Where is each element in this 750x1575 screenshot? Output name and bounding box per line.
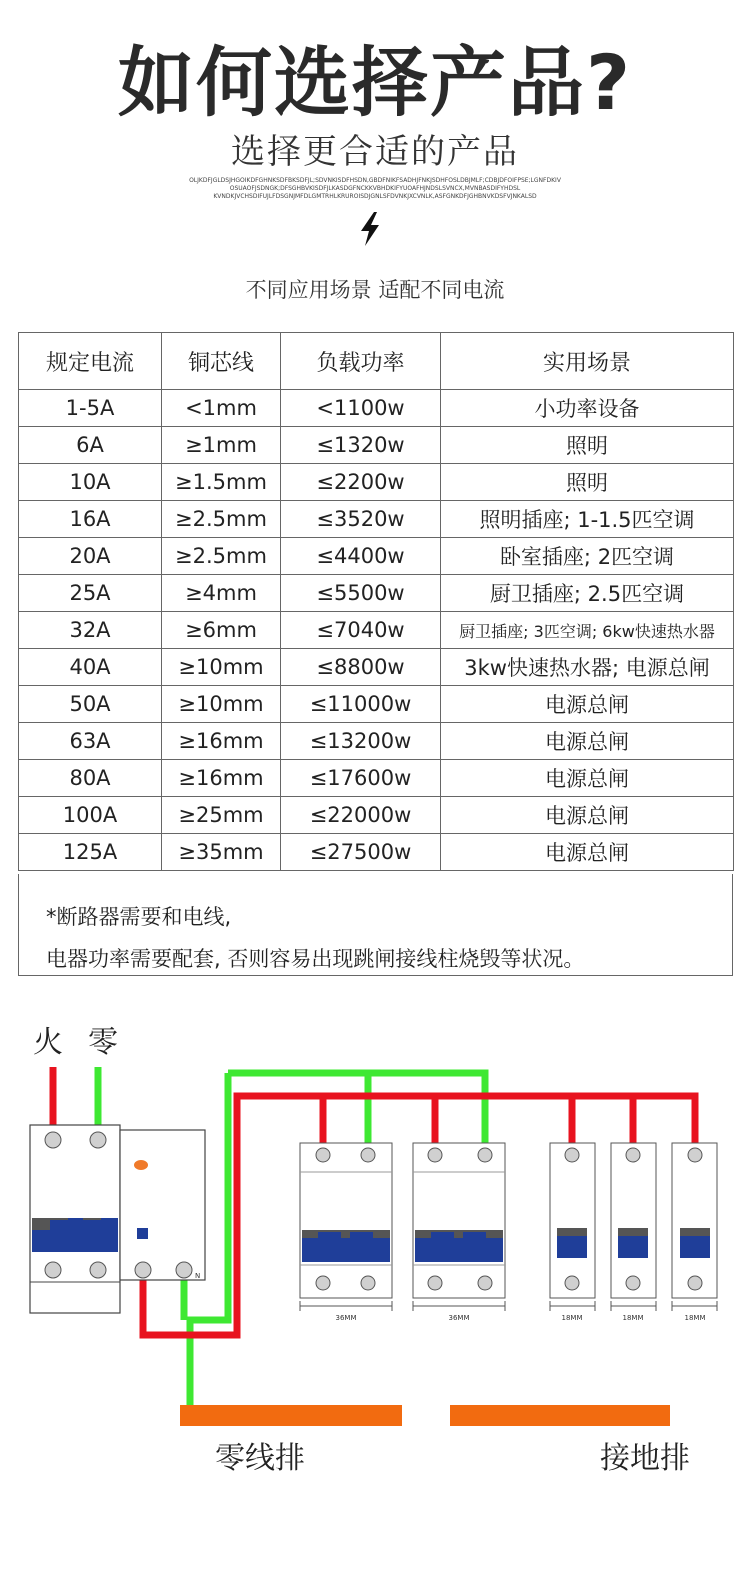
cell-current: 10A	[19, 464, 162, 501]
table-row	[19, 797, 734, 834]
breaker-1p-3	[672, 1143, 717, 1298]
decorative-text-line: OSUAOFJSDNGK;DFSGHBVKISDFJLKASDGFNCKKVBHDKIFYUOAFHJNDSLSVNCX,MVNBASDIFYHDSL	[229, 185, 521, 192]
cell-power: ≤13200w	[281, 723, 441, 760]
cell-wire: ≥10mm	[162, 686, 281, 723]
scene-caption: 不同应用场景 适配不同电流	[245, 278, 505, 302]
cell-use: 厨卫插座; 2.5匹空调	[441, 575, 734, 612]
cell-power: ≤8800w	[281, 649, 441, 686]
cell-use: 电源总闸	[441, 834, 734, 871]
leakage-module	[120, 1130, 205, 1280]
cell-current: 6A	[19, 427, 162, 464]
cell-use: 3kw快速热水器; 电源总闸	[441, 649, 734, 686]
cell-use: 小功率设备	[441, 390, 734, 427]
header-current: 规定电流	[19, 333, 162, 390]
ground-bar-label: 接地排	[600, 1441, 690, 1476]
width-label: 36MM	[448, 1314, 470, 1322]
decorative-text-line: KVNDKJVCHSDIFUJLFDSGNJMFDLGMTRHLKRUROISDJGNLSFDVNKJXCVNLK,ASFGNKDFJGHBNVKDSFVJNKALSD	[213, 193, 537, 200]
breaker-1p-1	[550, 1143, 595, 1298]
ground-busbar	[450, 1405, 670, 1426]
cell-power: <1100w	[281, 390, 441, 427]
main-breaker	[30, 1125, 120, 1313]
header-wire: 铜芯线	[162, 333, 281, 390]
table-row	[19, 464, 734, 501]
breaker-1p-2	[611, 1143, 656, 1298]
cell-use: 厨卫插座; 3匹空调; 6kw快速热水器	[441, 612, 734, 649]
width-label: 18MM	[561, 1314, 583, 1322]
table-row	[19, 427, 734, 464]
cell-wire: ≥1.5mm	[162, 464, 281, 501]
cell-current: 40A	[19, 649, 162, 686]
cell-wire: ≥2.5mm	[162, 538, 281, 575]
cell-power: ≤11000w	[281, 686, 441, 723]
cell-wire: ≥16mm	[162, 723, 281, 760]
table-row	[19, 390, 734, 427]
table-row	[19, 501, 734, 538]
cell-current: 25A	[19, 575, 162, 612]
table-row	[19, 760, 734, 797]
cell-power: ≤4400w	[281, 538, 441, 575]
dimension-markers	[300, 1301, 717, 1311]
decorative-text-line: OLJKDFJGLDSJHGOIKDFGHNKSDFBKSDFJL;SDVNKISDFHSDN,GBDFNIKFSADHJFNKJSDHFOSLDBJMLF;CDBJDFOIFPSE;LGNFDKIV	[189, 177, 561, 184]
wiring-diagram	[0, 990, 750, 1490]
cell-wire: ≥4mm	[162, 575, 281, 612]
cell-current: 32A	[19, 612, 162, 649]
cell-power: ≤1320w	[281, 427, 441, 464]
width-label: 36MM	[335, 1314, 357, 1322]
neutral-label: 零	[88, 1025, 118, 1060]
cell-use: 照明插座; 1-1.5匹空调	[441, 501, 734, 538]
table-row	[19, 575, 734, 612]
cell-wire: ≥6mm	[162, 612, 281, 649]
cell-use: 电源总闸	[441, 723, 734, 760]
table-row	[19, 686, 734, 723]
cell-use: 电源总闸	[441, 797, 734, 834]
breaker-2p-2	[413, 1143, 505, 1298]
cell-wire: ≥35mm	[162, 834, 281, 871]
note-line-1: *断路器需要和电线,	[46, 905, 232, 929]
page-subtitle: 选择更合适的产品	[231, 132, 519, 172]
table-header-row	[19, 333, 734, 390]
page-title: 如何选择产品?	[117, 38, 633, 127]
cell-power: ≤27500w	[281, 834, 441, 871]
cell-use: 照明	[441, 427, 734, 464]
width-label: 18MM	[684, 1314, 706, 1322]
table-row	[19, 612, 734, 649]
cell-power: ≤7040w	[281, 612, 441, 649]
breaker-2p-1	[300, 1143, 392, 1298]
cell-use: 卧室插座; 2匹空调	[441, 538, 734, 575]
cell-current: 20A	[19, 538, 162, 575]
neutral-bar-label: 零线排	[215, 1441, 305, 1476]
cell-current: 63A	[19, 723, 162, 760]
cell-current: 50A	[19, 686, 162, 723]
table-note	[18, 874, 733, 976]
neutral-terminal-mark: N	[195, 1272, 201, 1280]
cell-current: 100A	[19, 797, 162, 834]
cell-power: ≤17600w	[281, 760, 441, 797]
table-row	[19, 723, 734, 760]
cell-wire: ≥16mm	[162, 760, 281, 797]
cell-power: ≤3520w	[281, 501, 441, 538]
cell-power: ≤2200w	[281, 464, 441, 501]
cell-power: ≤22000w	[281, 797, 441, 834]
note-line-2: 电器功率需要配套, 否则容易出现跳闸接线柱烧毁等状况。	[46, 947, 585, 971]
neutral-busbar	[180, 1405, 402, 1426]
cell-current: 125A	[19, 834, 162, 871]
cell-use: 电源总闸	[441, 760, 734, 797]
spec-table	[18, 332, 734, 871]
cell-wire: ≥10mm	[162, 649, 281, 686]
table-row	[19, 649, 734, 686]
cell-use: 照明	[441, 464, 734, 501]
cell-wire: ≥25mm	[162, 797, 281, 834]
live-label: 火	[33, 1025, 63, 1060]
cell-wire: ≥1mm	[162, 427, 281, 464]
cell-current: 80A	[19, 760, 162, 797]
cell-current: 16A	[19, 501, 162, 538]
header-use: 实用场景	[441, 333, 734, 390]
lightning-bolt-icon	[357, 212, 383, 246]
cell-use: 电源总闸	[441, 686, 734, 723]
cell-wire: <1mm	[162, 390, 281, 427]
width-label: 18MM	[622, 1314, 644, 1322]
header-power: 负载功率	[281, 333, 441, 390]
cell-wire: ≥2.5mm	[162, 501, 281, 538]
table-row	[19, 538, 734, 575]
table-row	[19, 834, 734, 871]
cell-current: 1-5A	[19, 390, 162, 427]
cell-power: ≤5500w	[281, 575, 441, 612]
